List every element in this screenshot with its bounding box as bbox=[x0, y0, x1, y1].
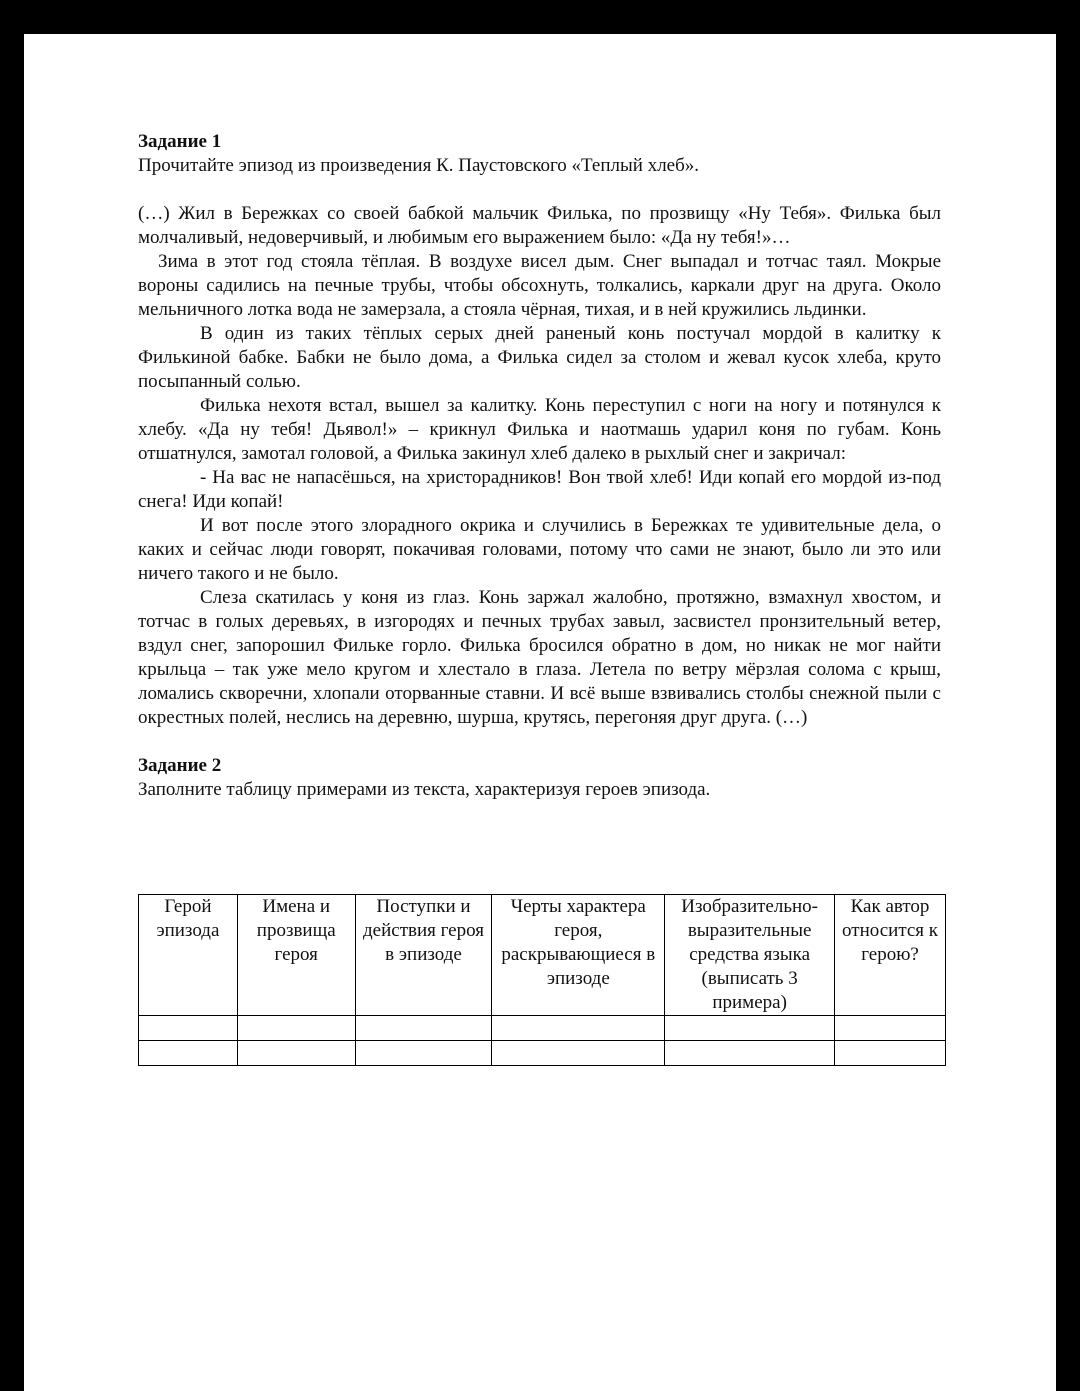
document-content bbox=[138, 130, 941, 802]
document-page bbox=[24, 34, 1056, 1391]
table-cell[interactable] bbox=[355, 1041, 492, 1066]
excerpt-paragraph-5: - На вас не напасёшься, на христорадников! Вон твой хлеб! Иди копай его мордой из-под снега! Иди копай! bbox=[138, 467, 941, 512]
column-header-author-attitude: Как автор относится к герою? bbox=[835, 895, 946, 1016]
table-cell[interactable] bbox=[492, 1041, 665, 1066]
hero-table bbox=[138, 894, 946, 1066]
table-cell[interactable] bbox=[835, 1041, 946, 1066]
table-cell[interactable] bbox=[237, 1041, 355, 1066]
table-cell[interactable] bbox=[665, 1041, 835, 1066]
table-cell[interactable] bbox=[665, 1016, 835, 1041]
task1-instruction: Прочитайте эпизод из произведения К. Паустовского «Теплый хлеб». bbox=[138, 155, 700, 176]
excerpt-paragraph-3: В один из таких тёплых серых дней раненый конь постучал мордой в калитку к Филькиной бабке. Бабки не было дома, а Филька сидел за столом и жевал кусок хлеба, круто посыпанный солью. bbox=[138, 323, 941, 392]
table-cell[interactable] bbox=[237, 1016, 355, 1041]
excerpt-paragraph-1: (…) Жил в Бережках со своей бабкой мальчик Филька, по прозвищу «Ну Тебя». Филька был молчаливый, недоверчивый, и любимым его выражением было: «Да ну тебя!»… bbox=[138, 203, 941, 248]
task2-title: Задание 2 bbox=[138, 755, 222, 776]
column-header-language-means: Изобразительно-выразительные средства языка (выписать 3 примера) bbox=[665, 895, 835, 1016]
excerpt-paragraph-4: Филька нехотя встал, вышел за калитку. Конь переступил с ноги на ногу и потянулся к хлебу. «Да ну тебя! Дьявол!» – крикнул Филька и наотмашь ударил коня по губам. Конь отшатнулся, замотал головой, а Филька закинул хлеб далеко в рыхлый снег и закричал: bbox=[138, 395, 941, 464]
column-header-hero: Герой эпизода bbox=[139, 895, 238, 1016]
excerpt-paragraph-6: И вот после этого злорадного окрика и случились в Бережках те удивительные дела, о каких и сейчас люди говорят, покачивая головами, потому что сами не знают, было ли это или ничего такого и не было. bbox=[138, 515, 941, 584]
table-header-row bbox=[139, 895, 946, 1016]
excerpt-paragraph-2: Зима в этот год стояла тёплая. В воздухе висел дым. Снег выпадал и тотчас таял. Мокрые вороны садились на печные трубы, чтобы обсохнуть, толкались, каркали друг на друга. Около мельничного лотка вода не замерзала, а стояла чёрная, тихая, и в ней кружились льдинки. bbox=[138, 251, 941, 320]
table-cell[interactable] bbox=[355, 1016, 492, 1041]
task2-instruction: Заполните таблицу примерами из текста, характеризуя героев эпизода. bbox=[138, 779, 711, 800]
excerpt-paragraph-7: Слеза скатилась у коня из глаз. Конь заржал жалобно, протяжно, взмахнул хвостом, и тотчас в голых деревьях, в изгородях и печных трубах завыл, засвистел пронзительный ветер, вздул снег, запорошил Фильке горло. Филька бросился обратно в дом, но никак не мог найти крыльца – так уже мело кругом и хлестало в глаза. Летела по ветру мёрзлая солома с крыш, ломались скворечни, хлопали оторванные ставни. И всё выше взвивались столбы снежной пыли с окрестных полей, неслись на деревню, шурша, крутясь, перегоняя друг друга. (…) bbox=[138, 587, 941, 728]
table-cell[interactable] bbox=[139, 1041, 238, 1066]
table-cell[interactable] bbox=[835, 1016, 946, 1041]
table-cell[interactable] bbox=[492, 1016, 665, 1041]
column-header-traits: Черты характера героя, раскрывающиеся в эпизоде bbox=[492, 895, 665, 1016]
table-row bbox=[139, 1016, 946, 1041]
column-header-names: Имена и прозвища героя bbox=[237, 895, 355, 1016]
task1-title: Задание 1 bbox=[138, 131, 222, 152]
column-header-actions: Поступки и действия героя в эпизоде bbox=[355, 895, 492, 1016]
table-cell[interactable] bbox=[139, 1016, 238, 1041]
table-row bbox=[139, 1041, 946, 1066]
